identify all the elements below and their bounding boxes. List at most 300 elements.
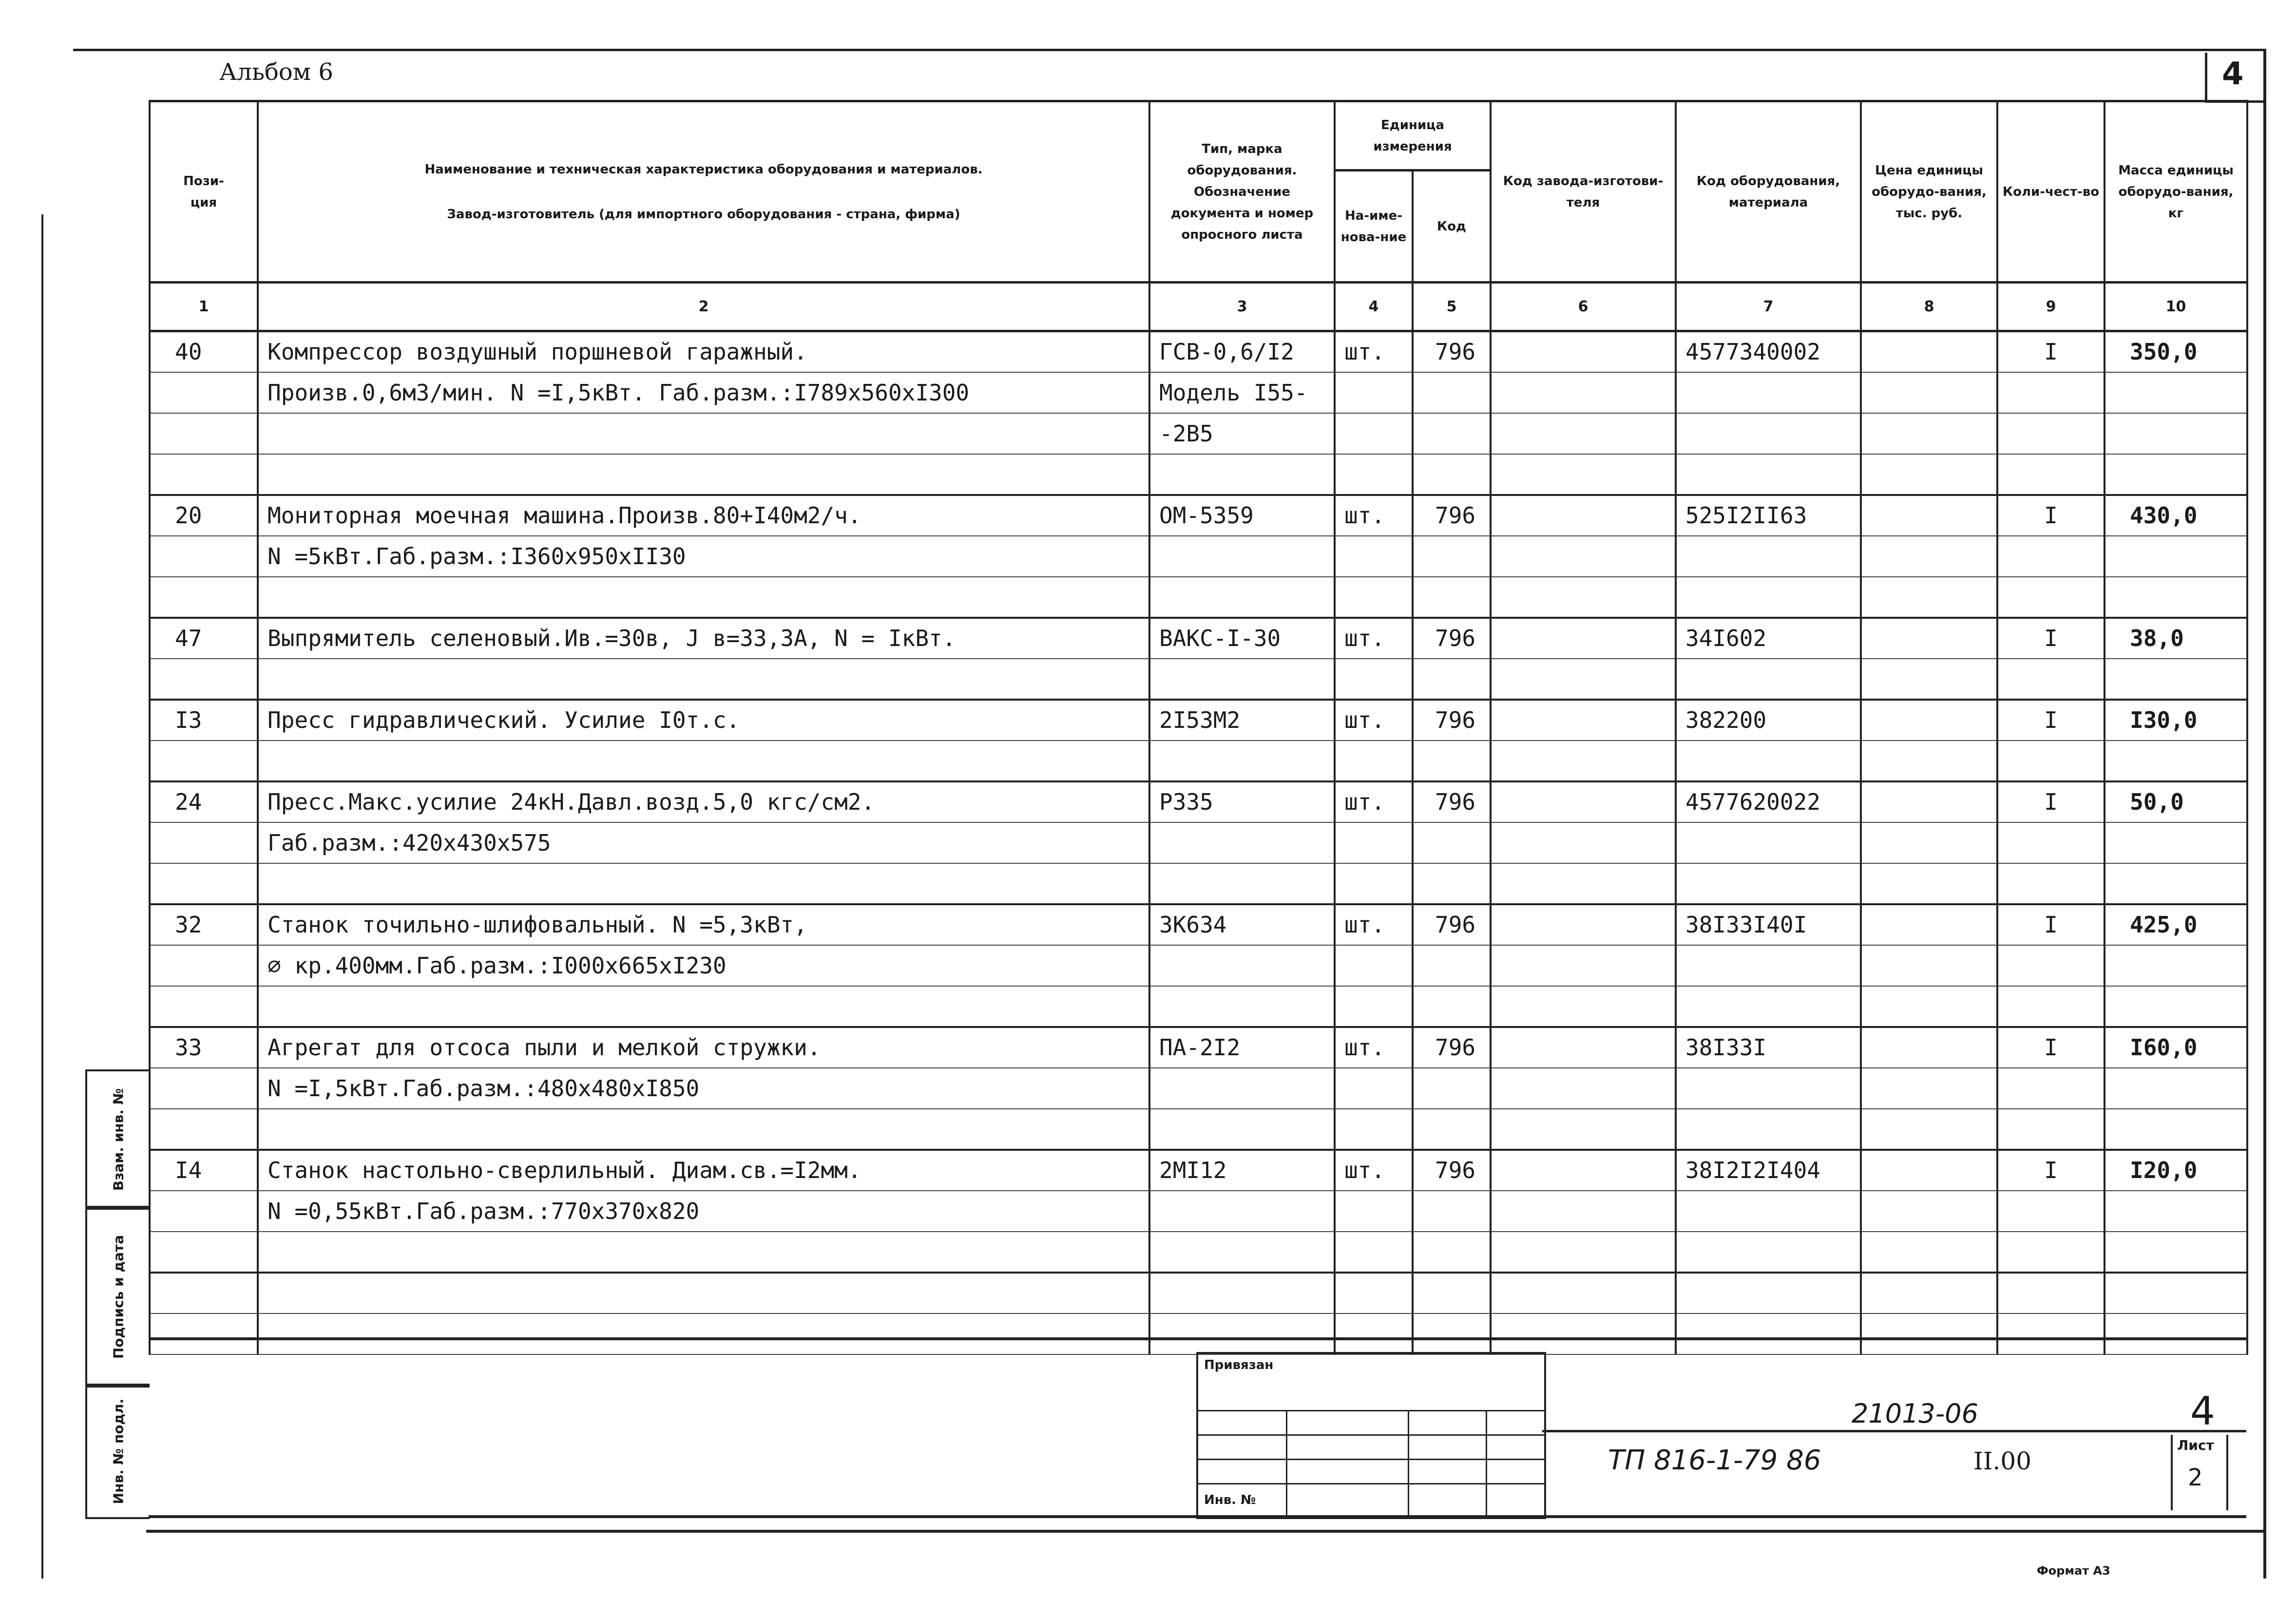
document-number: 21013-06 bbox=[1852, 1398, 1978, 1429]
header-type: Тип, марка оборудования. Обозначение документа и номер опросного листа bbox=[1149, 101, 1335, 283]
item-mass bbox=[2105, 659, 2247, 700]
item-factory-code bbox=[1491, 863, 1676, 904]
item-row bbox=[150, 495, 2247, 536]
item-equipment-code bbox=[1676, 1109, 1861, 1150]
col-num-7: 7 bbox=[1676, 283, 1861, 331]
stamp-vzam-inv-label: Взам. инв. № bbox=[110, 1088, 127, 1191]
col-num-2: 2 bbox=[258, 283, 1149, 331]
item-description bbox=[258, 1232, 1149, 1273]
item-type: ВАКС-I-30 bbox=[1149, 618, 1335, 659]
item-equipment-code: 382200 bbox=[1676, 700, 1861, 741]
item-position: 47 bbox=[150, 618, 258, 659]
item-unit bbox=[1335, 454, 1413, 495]
item-mass bbox=[2105, 1109, 2247, 1150]
item-unit-code bbox=[1413, 536, 1491, 577]
item-equipment-code bbox=[1676, 413, 1861, 454]
item-quantity bbox=[1997, 1232, 2105, 1273]
item-mass bbox=[2105, 454, 2247, 495]
item-unit bbox=[1335, 986, 1413, 1027]
sheet-border-bottom bbox=[146, 1530, 2266, 1533]
item-mass bbox=[2105, 1191, 2247, 1232]
item-row-continuation bbox=[150, 1191, 2247, 1232]
item-equipment-code bbox=[1676, 1068, 1861, 1109]
empty-cell bbox=[1997, 1273, 2105, 1313]
item-unit bbox=[1335, 863, 1413, 904]
item-factory-code bbox=[1491, 986, 1676, 1027]
item-quantity bbox=[1997, 577, 2105, 618]
item-equipment-code bbox=[1676, 577, 1861, 618]
item-type: 2I53М2 bbox=[1149, 700, 1335, 741]
item-position bbox=[150, 863, 258, 904]
item-description: ⌀ кр.400мм.Габ.разм.:I000x665xI230 bbox=[258, 945, 1149, 986]
stamp-inv-original-label: Инв. № подл. bbox=[110, 1398, 127, 1504]
item-position bbox=[150, 536, 258, 577]
item-description bbox=[258, 577, 1149, 618]
item-price bbox=[1861, 1027, 1997, 1068]
item-factory-code bbox=[1491, 413, 1676, 454]
item-description: Пресс.Макс.усилие 24кН.Давл.возд.5,0 кгс/см2. bbox=[258, 781, 1149, 822]
item-type: 2МI12 bbox=[1149, 1150, 1335, 1191]
item-factory-code bbox=[1491, 1150, 1676, 1191]
empty-cell bbox=[1335, 1313, 1413, 1354]
empty-cell bbox=[2105, 1273, 2247, 1313]
empty-cell bbox=[1149, 1313, 1335, 1354]
item-unit-code: 796 bbox=[1413, 904, 1491, 945]
col-num-3: 3 bbox=[1149, 283, 1335, 331]
header-factory-code: Код завода-изготови-теля bbox=[1491, 101, 1676, 283]
binding-stamp-inv-label: Инв. № bbox=[1204, 1493, 1256, 1507]
format-label: Формат А3 bbox=[2037, 1564, 2110, 1578]
item-unit-code: 796 bbox=[1413, 618, 1491, 659]
item-equipment-code: 525I2II63 bbox=[1676, 495, 1861, 536]
item-factory-code bbox=[1491, 618, 1676, 659]
item-quantity: I bbox=[1997, 331, 2105, 372]
item-unit-code bbox=[1413, 822, 1491, 863]
item-unit: шт. bbox=[1335, 781, 1413, 822]
item-quantity bbox=[1997, 1109, 2105, 1150]
item-type bbox=[1149, 454, 1335, 495]
item-price bbox=[1861, 536, 1997, 577]
album-title: Альбом 6 bbox=[219, 58, 333, 86]
empty-cell bbox=[1149, 1273, 1335, 1313]
item-price bbox=[1861, 577, 1997, 618]
item-factory-code bbox=[1491, 1109, 1676, 1150]
item-row-continuation bbox=[150, 413, 2247, 454]
item-row bbox=[150, 1150, 2247, 1191]
item-type: -2В5 bbox=[1149, 413, 1335, 454]
item-price bbox=[1861, 331, 1997, 372]
item-price bbox=[1861, 822, 1997, 863]
item-unit: шт. bbox=[1335, 1150, 1413, 1191]
item-unit bbox=[1335, 659, 1413, 700]
item-description: Станок точильно-шлифовальный. N =5,3кВт, bbox=[258, 904, 1149, 945]
item-unit-code: 796 bbox=[1413, 495, 1491, 536]
item-quantity: I bbox=[1997, 618, 2105, 659]
empty-cell bbox=[258, 1273, 1149, 1313]
item-quantity: I bbox=[1997, 1150, 2105, 1191]
item-unit bbox=[1335, 945, 1413, 986]
item-mass bbox=[2105, 986, 2247, 1027]
item-row-continuation bbox=[150, 536, 2247, 577]
empty-cell bbox=[1676, 1273, 1861, 1313]
item-quantity bbox=[1997, 1191, 2105, 1232]
header-position: Пози- ция bbox=[150, 101, 258, 283]
item-mass bbox=[2105, 822, 2247, 863]
item-unit-code bbox=[1413, 577, 1491, 618]
header-unit-group: Единица измерения bbox=[1335, 101, 1491, 171]
sheet-border-top bbox=[73, 49, 2266, 51]
header-mass: Масса единицы оборудо-вания, кг bbox=[2105, 101, 2247, 283]
header-price: Цена единицы оборудо-вания, тыс. руб. bbox=[1861, 101, 1997, 283]
item-factory-code bbox=[1491, 822, 1676, 863]
item-row-continuation bbox=[150, 577, 2247, 618]
item-quantity bbox=[1997, 1068, 2105, 1109]
item-price bbox=[1861, 413, 1997, 454]
item-factory-code bbox=[1491, 331, 1676, 372]
item-unit bbox=[1335, 372, 1413, 413]
binding-stamp-rule bbox=[1198, 1483, 1544, 1484]
item-type bbox=[1149, 822, 1335, 863]
item-equipment-code: 38I33I bbox=[1676, 1027, 1861, 1068]
empty-cell bbox=[258, 1313, 1149, 1354]
item-type bbox=[1149, 659, 1335, 700]
item-unit bbox=[1335, 1068, 1413, 1109]
item-quantity: I bbox=[1997, 904, 2105, 945]
item-unit-code: 796 bbox=[1413, 1027, 1491, 1068]
item-equipment-code bbox=[1676, 1191, 1861, 1232]
item-unit-code bbox=[1413, 659, 1491, 700]
item-type: ОМ-5359 bbox=[1149, 495, 1335, 536]
stamp-signature-date bbox=[85, 1206, 150, 1388]
item-price bbox=[1861, 700, 1997, 741]
item-row-continuation bbox=[150, 986, 2247, 1027]
item-description: N =I,5кВт.Габ.разм.:480x480xI850 bbox=[258, 1068, 1149, 1109]
header-unit-code: Код bbox=[1413, 171, 1491, 283]
item-quantity bbox=[1997, 945, 2105, 986]
header-equipment-code: Код оборудования, материала bbox=[1676, 101, 1861, 283]
item-quantity bbox=[1997, 659, 2105, 700]
item-quantity bbox=[1997, 863, 2105, 904]
col-num-1: 1 bbox=[150, 283, 258, 331]
item-unit: шт. bbox=[1335, 904, 1413, 945]
item-quantity bbox=[1997, 741, 2105, 781]
col-num-10: 10 bbox=[2105, 283, 2247, 331]
item-unit-code bbox=[1413, 986, 1491, 1027]
item-price bbox=[1861, 454, 1997, 495]
item-description bbox=[258, 1109, 1149, 1150]
item-quantity bbox=[1997, 822, 2105, 863]
specification-body bbox=[150, 331, 2247, 1354]
empty-cell bbox=[1413, 1313, 1491, 1354]
item-unit-code bbox=[1413, 372, 1491, 413]
item-equipment-code: 38I33I40I bbox=[1676, 904, 1861, 945]
sheet-border-right bbox=[2263, 49, 2266, 1579]
item-row-continuation bbox=[150, 372, 2247, 413]
item-position bbox=[150, 659, 258, 700]
item-position bbox=[150, 822, 258, 863]
item-description: Мониторная моечная машина.Произв.80+I40м2/ч. bbox=[258, 495, 1149, 536]
item-unit: шт. bbox=[1335, 1027, 1413, 1068]
item-type bbox=[1149, 1109, 1335, 1150]
item-mass: I20,0 bbox=[2105, 1150, 2247, 1191]
binding-stamp-divider bbox=[1486, 1410, 1487, 1517]
handwritten-sheet-number: 4 bbox=[2190, 1389, 2215, 1434]
header-name: Наименование и техническая характеристика оборудования и материалов. Завод-изготовитель (для импортного оборудования - страна, фирма) bbox=[258, 101, 1149, 283]
item-price bbox=[1861, 781, 1997, 822]
item-unit-code: 796 bbox=[1413, 1150, 1491, 1191]
sheet-box-number: 2 bbox=[2188, 1464, 2203, 1491]
item-description bbox=[258, 863, 1149, 904]
item-equipment-code bbox=[1676, 863, 1861, 904]
item-description bbox=[258, 413, 1149, 454]
item-unit bbox=[1335, 1109, 1413, 1150]
item-mass: I60,0 bbox=[2105, 1027, 2247, 1068]
item-type bbox=[1149, 945, 1335, 986]
item-factory-code bbox=[1491, 904, 1676, 945]
item-unit: шт. bbox=[1335, 700, 1413, 741]
item-unit bbox=[1335, 536, 1413, 577]
item-mass: 50,0 bbox=[2105, 781, 2247, 822]
empty-cell bbox=[1861, 1313, 1997, 1354]
empty-cell bbox=[1413, 1273, 1491, 1313]
item-equipment-code bbox=[1676, 945, 1861, 986]
item-factory-code bbox=[1491, 536, 1676, 577]
item-type bbox=[1149, 1191, 1335, 1232]
item-price bbox=[1861, 863, 1997, 904]
item-description: N =5кВт.Габ.разм.:I360x950xII30 bbox=[258, 536, 1149, 577]
item-type: 3К634 bbox=[1149, 904, 1335, 945]
item-factory-code bbox=[1491, 1027, 1676, 1068]
item-factory-code bbox=[1491, 1191, 1676, 1232]
item-unit: шт. bbox=[1335, 618, 1413, 659]
col-num-8: 8 bbox=[1861, 283, 1997, 331]
binding-stamp-rule bbox=[1198, 1410, 1544, 1411]
item-price bbox=[1861, 1232, 1997, 1273]
item-type bbox=[1149, 536, 1335, 577]
empty-cell bbox=[1861, 1273, 1997, 1313]
empty-cell bbox=[1491, 1273, 1676, 1313]
item-factory-code bbox=[1491, 495, 1676, 536]
item-mass: 425,0 bbox=[2105, 904, 2247, 945]
item-factory-code bbox=[1491, 945, 1676, 986]
item-position bbox=[150, 413, 258, 454]
col-num-5: 5 bbox=[1413, 283, 1491, 331]
item-position bbox=[150, 1109, 258, 1150]
item-unit bbox=[1335, 1191, 1413, 1232]
item-unit-code: 796 bbox=[1413, 781, 1491, 822]
item-row-continuation bbox=[150, 1109, 2247, 1150]
item-type bbox=[1149, 863, 1335, 904]
item-mass bbox=[2105, 945, 2247, 986]
title-block-divider bbox=[1542, 1430, 2246, 1432]
item-row-continuation bbox=[150, 945, 2247, 986]
item-equipment-code: 38I2I2I404 bbox=[1676, 1150, 1861, 1191]
item-row bbox=[150, 904, 2247, 945]
item-mass: 350,0 bbox=[2105, 331, 2247, 372]
item-unit-code bbox=[1413, 863, 1491, 904]
item-price bbox=[1861, 1068, 1997, 1109]
binding-stamp-rule bbox=[1198, 1434, 1544, 1436]
col-num-4: 4 bbox=[1335, 283, 1413, 331]
item-mass bbox=[2105, 577, 2247, 618]
item-description: N =0,55кВт.Габ.разм.:770x370x820 bbox=[258, 1191, 1149, 1232]
stamp-vzam-inv bbox=[85, 1069, 150, 1210]
specification-table bbox=[149, 100, 2248, 1355]
item-description: Выпрямитель селеновый.Ив.=30в, J в=33,3А, N = IкВт. bbox=[258, 618, 1149, 659]
item-factory-code bbox=[1491, 1232, 1676, 1273]
item-unit bbox=[1335, 577, 1413, 618]
item-type bbox=[1149, 741, 1335, 781]
item-factory-code bbox=[1491, 577, 1676, 618]
item-unit bbox=[1335, 822, 1413, 863]
item-description: Пресс гидравлический. Усилие I0т.с. bbox=[258, 700, 1149, 741]
item-mass bbox=[2105, 413, 2247, 454]
item-description bbox=[258, 659, 1149, 700]
empty-cell bbox=[150, 1273, 258, 1313]
sheet-left-margin bbox=[41, 214, 43, 1579]
item-factory-code bbox=[1491, 700, 1676, 741]
item-unit-code: 796 bbox=[1413, 331, 1491, 372]
item-position bbox=[150, 1232, 258, 1273]
item-position bbox=[150, 372, 258, 413]
item-position: 33 bbox=[150, 1027, 258, 1068]
item-equipment-code bbox=[1676, 986, 1861, 1027]
item-price bbox=[1861, 1191, 1997, 1232]
item-unit-code bbox=[1413, 1068, 1491, 1109]
binding-stamp-divider bbox=[1286, 1410, 1287, 1517]
item-position bbox=[150, 577, 258, 618]
item-position bbox=[150, 454, 258, 495]
item-quantity bbox=[1997, 986, 2105, 1027]
item-factory-code bbox=[1491, 741, 1676, 781]
item-row-continuation bbox=[150, 659, 2247, 700]
item-position: 20 bbox=[150, 495, 258, 536]
item-mass bbox=[2105, 863, 2247, 904]
item-row-continuation bbox=[150, 1232, 2247, 1273]
project-code-suffix: II.00 bbox=[1973, 1447, 2032, 1475]
item-price bbox=[1861, 904, 1997, 945]
item-equipment-code bbox=[1676, 822, 1861, 863]
sheet-number: 4 bbox=[2222, 56, 2244, 92]
item-mass bbox=[2105, 1232, 2247, 1273]
item-position bbox=[150, 945, 258, 986]
item-equipment-code bbox=[1676, 741, 1861, 781]
binding-stamp bbox=[1196, 1352, 1546, 1519]
item-row-continuation bbox=[150, 1068, 2247, 1109]
item-quantity: I bbox=[1997, 1027, 2105, 1068]
item-mass: I30,0 bbox=[2105, 700, 2247, 741]
item-type bbox=[1149, 1068, 1335, 1109]
item-quantity: I bbox=[1997, 495, 2105, 536]
item-description: Станок настольно-сверлильный. Диам.св.=I2мм. bbox=[258, 1150, 1149, 1191]
item-unit bbox=[1335, 413, 1413, 454]
stamp-signature-date-label: Подпись и дата bbox=[110, 1235, 127, 1359]
item-row-continuation bbox=[150, 863, 2247, 904]
item-quantity: I bbox=[1997, 700, 2105, 741]
item-price bbox=[1861, 372, 1997, 413]
item-unit-code bbox=[1413, 413, 1491, 454]
item-description: Габ.разм.:420x430x575 bbox=[258, 822, 1149, 863]
item-price bbox=[1861, 618, 1997, 659]
item-row bbox=[150, 618, 2247, 659]
item-factory-code bbox=[1491, 1068, 1676, 1109]
empty-cell bbox=[1997, 1313, 2105, 1354]
item-price bbox=[1861, 1150, 1997, 1191]
item-position: 32 bbox=[150, 904, 258, 945]
item-row bbox=[150, 331, 2247, 372]
empty-cell bbox=[150, 1313, 258, 1354]
title-block-top-rule bbox=[149, 1337, 2246, 1340]
stamp-inv-original bbox=[85, 1384, 150, 1519]
item-position: I4 bbox=[150, 1150, 258, 1191]
item-position: 24 bbox=[150, 781, 258, 822]
item-equipment-code bbox=[1676, 659, 1861, 700]
item-unit-code bbox=[1413, 741, 1491, 781]
item-mass bbox=[2105, 1068, 2247, 1109]
item-price bbox=[1861, 741, 1997, 781]
header-quantity: Коли-чест-во bbox=[1997, 101, 2105, 283]
item-position: I3 bbox=[150, 700, 258, 741]
item-type: Р335 bbox=[1149, 781, 1335, 822]
item-row bbox=[150, 1027, 2247, 1068]
item-position bbox=[150, 986, 258, 1027]
item-description: Произв.0,6м3/мин. N =I,5кВт. Габ.разм.:I789x560xI300 bbox=[258, 372, 1149, 413]
item-mass bbox=[2105, 372, 2247, 413]
item-equipment-code: 4577340002 bbox=[1676, 331, 1861, 372]
empty-row bbox=[150, 1273, 2247, 1313]
item-quantity bbox=[1997, 536, 2105, 577]
item-row-continuation bbox=[150, 741, 2247, 781]
item-type: ПА-2I2 bbox=[1149, 1027, 1335, 1068]
item-equipment-code bbox=[1676, 536, 1861, 577]
project-code: ТП 816-1-79 86 bbox=[1608, 1445, 1821, 1476]
item-price bbox=[1861, 986, 1997, 1027]
item-price bbox=[1861, 659, 1997, 700]
item-unit-code bbox=[1413, 945, 1491, 986]
header-unit-name: На-име-нова-ние bbox=[1335, 171, 1413, 283]
item-type: Модель I55- bbox=[1149, 372, 1335, 413]
item-row bbox=[150, 700, 2247, 741]
item-factory-code bbox=[1491, 659, 1676, 700]
item-type: ГСВ-0,6/I2 bbox=[1149, 331, 1335, 372]
col-num-9: 9 bbox=[1997, 283, 2105, 331]
item-type bbox=[1149, 577, 1335, 618]
item-equipment-code bbox=[1676, 1232, 1861, 1273]
item-position bbox=[150, 741, 258, 781]
item-description: Агрегат для отсоса пыли и мелкой стружки. bbox=[258, 1027, 1149, 1068]
item-unit-code bbox=[1413, 1232, 1491, 1273]
item-unit: шт. bbox=[1335, 331, 1413, 372]
binding-stamp-rule bbox=[1198, 1459, 1544, 1460]
item-equipment-code bbox=[1676, 372, 1861, 413]
item-row bbox=[150, 781, 2247, 822]
empty-cell bbox=[2105, 1313, 2247, 1354]
item-mass bbox=[2105, 536, 2247, 577]
item-mass bbox=[2105, 741, 2247, 781]
item-price bbox=[1861, 495, 1997, 536]
sheet-label: Лист bbox=[2177, 1437, 2214, 1453]
item-description bbox=[258, 454, 1149, 495]
item-equipment-code bbox=[1676, 454, 1861, 495]
item-price bbox=[1861, 945, 1997, 986]
item-unit-code bbox=[1413, 454, 1491, 495]
item-unit-code bbox=[1413, 1191, 1491, 1232]
item-factory-code bbox=[1491, 372, 1676, 413]
item-position bbox=[150, 1068, 258, 1109]
item-description: Компрессор воздушный поршневой гаражный. bbox=[258, 331, 1149, 372]
item-quantity: I bbox=[1997, 781, 2105, 822]
item-description bbox=[258, 741, 1149, 781]
